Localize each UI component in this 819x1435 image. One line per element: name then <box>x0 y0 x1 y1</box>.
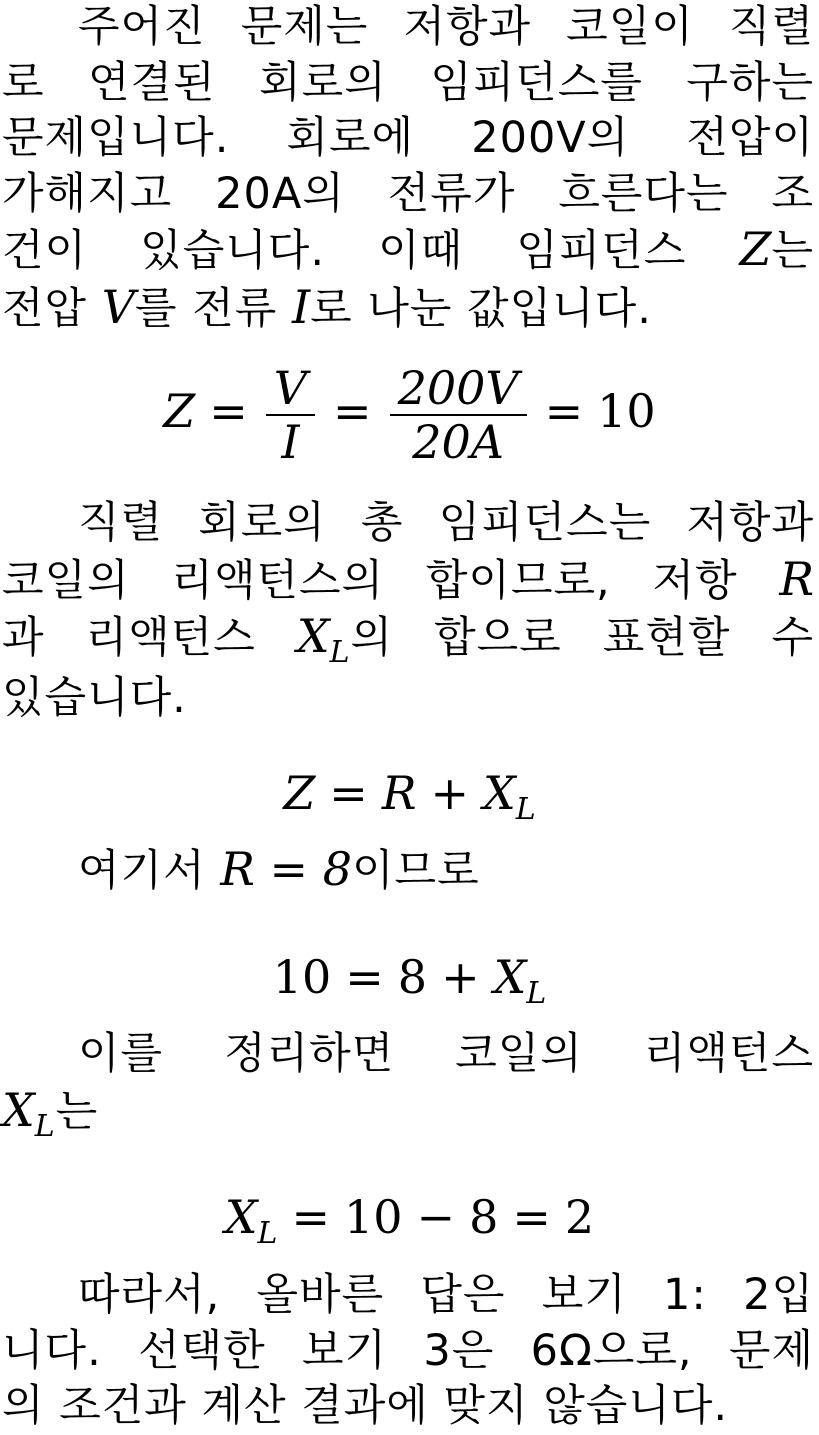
text-span: 따라서, 올바른 답은 보기 1: 2입 <box>78 1270 814 1320</box>
math-variable-r: R <box>381 766 417 820</box>
plus-sign: + <box>441 950 480 1004</box>
paragraph-series-impedance <box>2 496 814 726</box>
text-span: 의 합으로 표현할 수 <box>350 613 814 663</box>
equation-z-sum <box>0 766 819 827</box>
math-subscript-l: L <box>526 976 547 1011</box>
text-line <box>2 111 814 167</box>
text-span: 직렬 회로의 총 임피던스는 저항과 <box>78 498 814 548</box>
text-span: 로 연결된 회로의 임피던스를 구하는 <box>2 57 814 108</box>
math-number: 10 <box>597 384 656 438</box>
fraction-voltage-over-current <box>390 362 527 468</box>
fraction-v-over-i <box>266 362 315 468</box>
paragraph-conclusion <box>2 1268 814 1435</box>
equation-impedance <box>0 362 819 468</box>
math-subscript-l: L <box>34 1108 56 1144</box>
math-number: 8 <box>469 1190 499 1244</box>
text-line <box>2 222 814 280</box>
fraction-numerator: V <box>266 362 315 416</box>
math-variable-x: X <box>224 1190 258 1244</box>
text-span: 의 조건과 계산 결과에 맞지 않습니다. <box>2 1381 729 1431</box>
text-span: 전압 <box>2 283 102 334</box>
fraction-numerator: 200V <box>390 362 527 416</box>
text-line <box>2 552 814 610</box>
equation-substituted <box>0 950 819 1011</box>
math-number: 10 <box>272 950 332 1004</box>
text-span: 있습니다. <box>2 672 187 723</box>
math-variable-i: I <box>291 279 311 334</box>
text-span: 문제입니다. 회로에 200V의 전압이 <box>2 113 814 163</box>
math-subscript-l: L <box>257 1216 278 1251</box>
math-subscript-l: L <box>329 635 351 670</box>
fraction-denominator: 20A <box>412 415 504 469</box>
equation-result <box>0 1190 819 1251</box>
text-line <box>2 496 814 552</box>
text-span: 니다. 선택한 보기 3은 6Ω으로, 문제 <box>2 1325 814 1376</box>
equals-sign: = <box>291 1190 330 1244</box>
text-span: 여기서 <box>78 846 221 896</box>
equals-sign: = <box>333 384 372 438</box>
text-span: 로 나눈 값입니다. <box>310 283 652 334</box>
paragraph-rearrange <box>2 1027 814 1144</box>
fraction-denominator: I <box>281 415 300 469</box>
text-span: 건이 있습니다. 이때 임피던스 <box>2 226 740 276</box>
text-span: 주어진 문제는 저항과 코일이 직렬 <box>78 2 814 52</box>
text-span: 과 리액턴스 <box>2 613 297 663</box>
text-line <box>2 842 814 900</box>
equals-sign: = <box>512 1190 551 1244</box>
text-line <box>2 1324 814 1380</box>
equals-sign: = <box>544 384 584 438</box>
math-variable-x: X <box>493 950 527 1004</box>
text-span: 는 <box>55 1086 99 1137</box>
math-variable-z: Z <box>739 222 772 276</box>
math-number: 2 <box>564 1190 595 1244</box>
text-line <box>2 1083 814 1145</box>
text-line <box>2 167 814 223</box>
math-variable-z: Z <box>163 384 196 438</box>
math-variable-x: X <box>483 766 516 820</box>
math-number: 8 <box>397 950 428 1004</box>
equals-sign: = <box>345 950 384 1004</box>
plus-sign: + <box>430 766 470 820</box>
text-line <box>2 280 814 338</box>
text-line <box>2 56 814 112</box>
text-line <box>2 671 814 727</box>
text-line <box>2 0 814 56</box>
text-span: 가해지고 20A의 전류가 흐른다는 조 <box>2 168 814 219</box>
math-number: 10 <box>344 1190 403 1244</box>
equals-sign: = <box>329 766 368 820</box>
math-variable-v: V <box>101 279 135 334</box>
text-span: 를 전류 <box>134 283 292 334</box>
text-span: 이를 정리하면 코일의 리액턴스 <box>78 1029 814 1079</box>
math-variable-x: X <box>296 609 330 663</box>
math-expression: R = 8 <box>220 842 352 896</box>
math-variable-x: X <box>2 1082 35 1137</box>
math-variable-r: R <box>779 551 814 606</box>
text-line <box>2 1268 814 1324</box>
paragraph-given-r <box>2 842 814 900</box>
text-span: 코일의 리액턴스의 합이므로, 저항 <box>2 555 780 606</box>
text-line <box>2 1379 814 1435</box>
math-variable-z: Z <box>283 766 316 820</box>
math-subscript-l: L <box>515 792 536 827</box>
text-line <box>2 609 814 671</box>
text-span: 이므로 <box>352 846 480 896</box>
text-span: 는 <box>771 226 814 276</box>
minus-sign: − <box>416 1190 456 1244</box>
text-line <box>2 1027 814 1083</box>
paragraph-problem-intro <box>2 0 814 337</box>
equals-sign: = <box>209 384 248 438</box>
